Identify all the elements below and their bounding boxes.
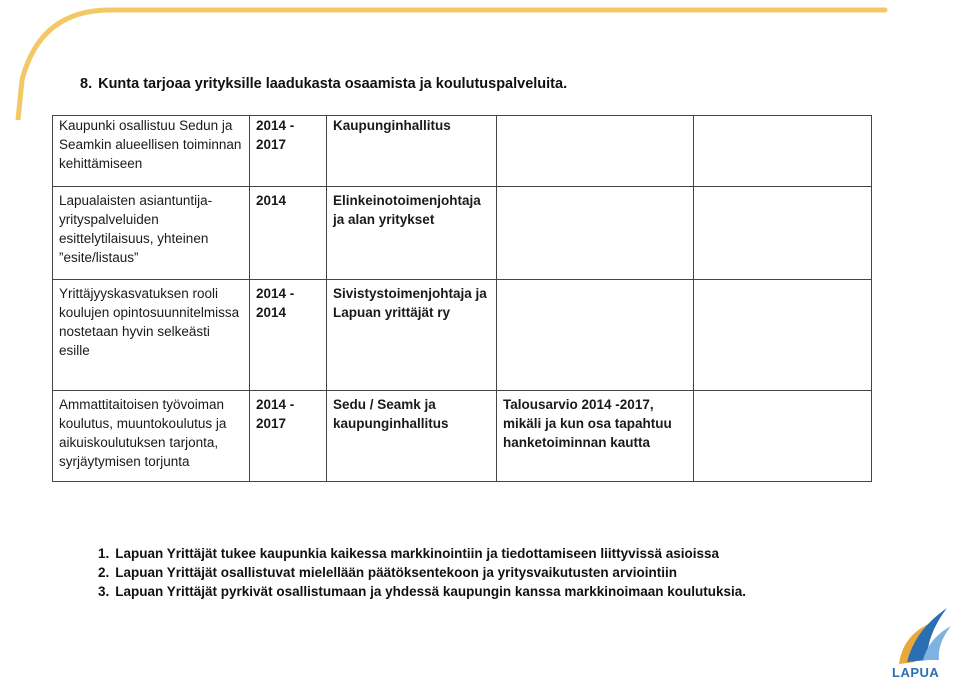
years-cell: 2014 - 2014 [250,280,327,391]
list-item: 3. Lapuan Yrittäjät pyrkivät osallistumaan ja yhdessä kaupungin kanssa markkinoimaan koulutuksia. [98,584,746,599]
responsible-cell: Sivistystoimenjohtaja ja Lapuan yrittäjät ry [327,280,497,391]
section-number: 8. [80,76,93,92]
funding-cell [497,187,694,280]
years-cell: 2014 [250,187,327,280]
funding-cell [497,280,694,391]
funding-cell: Talousarvio 2014 -2017, mikäli ja kun osa tapahtuu hanketoiminnan kautta [497,391,694,482]
responsible-cell: Elinkeinotoimenjohtaja ja alan yritykset [327,187,497,280]
action-cell: Kaupunki osallistuu Sedun ja Seamkin alueellisen toiminnan kehittämiseen [53,116,250,187]
notes-list [98,544,746,601]
action-cell: Ammattitaitoisen työvoiman koulutus, muuntokoulutus ja aikuiskoulutuksen tarjonta, syrjäytymisen torjunta [53,391,250,482]
extra-cell [694,391,872,482]
action-cell: Yrittäjyyskasvatuksen rooli koulujen opintosuunnitelmissa nostetaan hyvin selkeästi esille [53,280,250,391]
table-row [53,187,872,280]
funding-cell [497,116,694,187]
list-item: 2. Lapuan Yrittäjät osallistuvat mielellään päätöksentekoon ja yritysvaikutusten arviointiin [98,565,677,580]
decorative-header-curve [0,0,959,120]
list-item: 1. Lapuan Yrittäjät tukee kaupunkia kaikessa markkinointiin ja tiedottamiseen liittyvissä asioissa [98,546,720,561]
extra-cell [694,187,872,280]
table-row [53,391,872,482]
table-row [53,116,872,187]
action-cell: Lapualaisten asiantuntija-yrityspalveluiden esittelytilaisuus, yhteinen ”esite/listaus” [53,187,250,280]
action-plan-table [52,115,872,482]
section-title: Kunta tarjoaa yrityksille laadukasta osaamista ja koulutuspalveluita. [98,76,568,92]
table-row [53,280,872,391]
years-cell: 2014 - 2017 [250,391,327,482]
section-heading [80,76,567,92]
responsible-cell: Kaupunginhallitus [327,116,497,187]
extra-cell [694,280,872,391]
responsible-cell: Sedu / Seamk ja kaupunginhallitus [327,391,497,482]
logo-text: LAPUA [892,665,940,680]
years-cell: 2014 - 2017 [250,116,327,187]
extra-cell [694,116,872,187]
